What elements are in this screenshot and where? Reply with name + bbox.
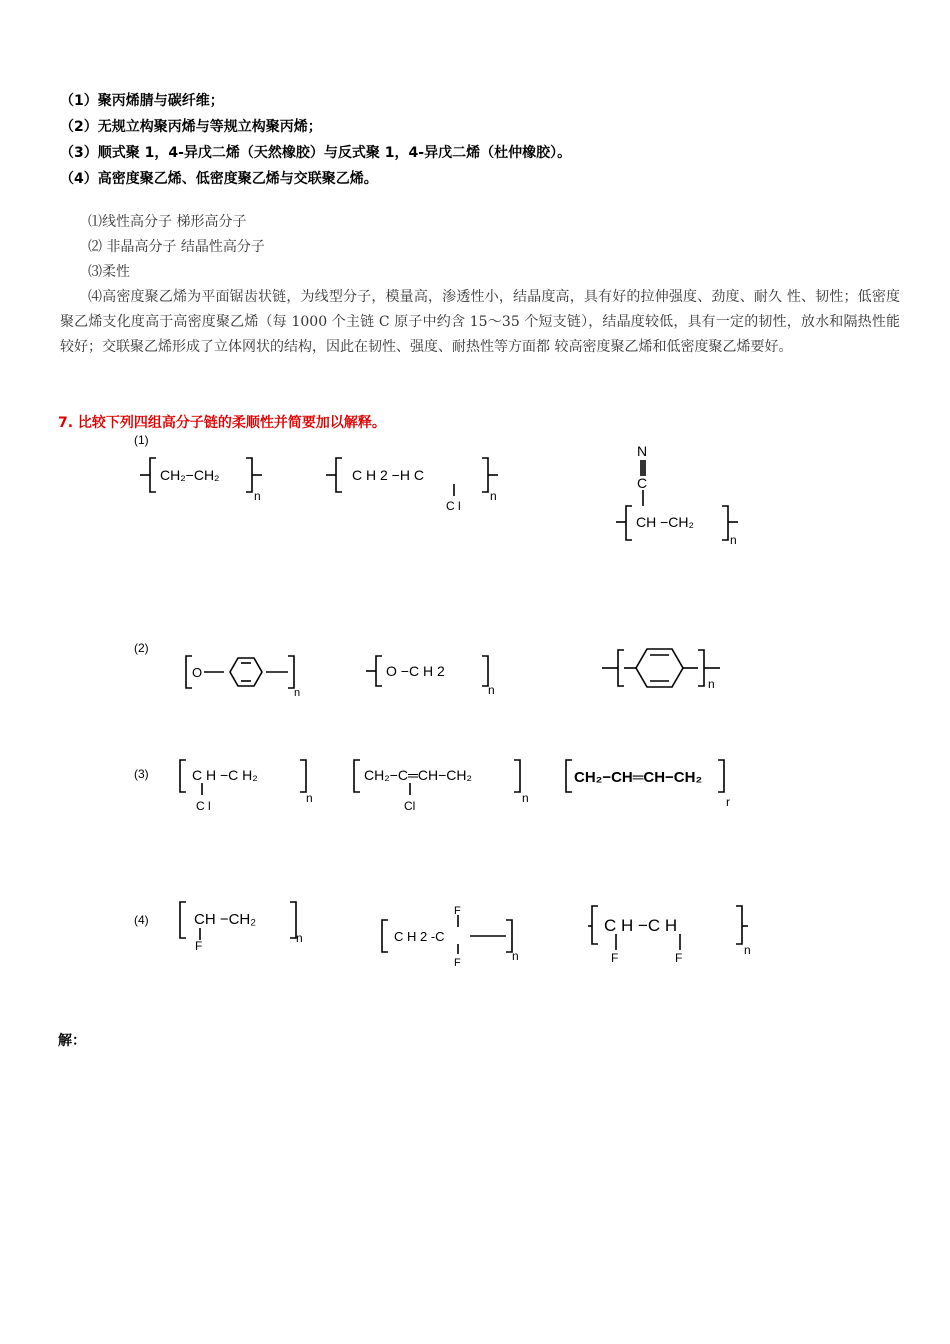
- structure-3a-cl: C l: [196, 799, 211, 813]
- answer-line-1: ⑴线性高分子 梯形高分子: [88, 214, 247, 230]
- structure-1c-c-atom: C: [637, 475, 648, 491]
- question-item-4: （4）高密度聚乙烯、低密度聚乙烯与交联聚乙烯。: [60, 171, 378, 187]
- structure-4b-f-bottom: F: [454, 957, 461, 969]
- structure-1c-main: CH −CH₂: [636, 514, 694, 530]
- structure-1b-cl: C l: [446, 499, 461, 513]
- structure-4b-f-top: F: [454, 905, 461, 917]
- structure-4b-n: n: [512, 949, 519, 963]
- structure-4a-f: F: [195, 939, 203, 953]
- structure-3b-main: CH₂−C═CH−CH₂: [364, 767, 472, 783]
- structure-1b-main: C H 2 −H C: [352, 467, 424, 483]
- structure-1c-n-atom: N: [637, 443, 648, 459]
- structure-4c-f1: F: [611, 951, 619, 965]
- structure-4c-f2: F: [675, 951, 683, 965]
- structure-1a-n: n: [254, 489, 261, 503]
- group-1-label: (1): [134, 433, 149, 447]
- question-item-1: （1）聚丙烯腈与碳纤维；: [60, 93, 224, 109]
- structure-4c-main: C H −C H: [604, 916, 678, 935]
- structure-3b-n: n: [522, 791, 529, 805]
- structure-3a-main: C H −C H₂: [192, 767, 258, 783]
- structure-1a-main: CH₂−CH₂: [160, 467, 220, 483]
- answer-line-3: ⑶柔性: [88, 264, 130, 280]
- question-7-title: 7. 比较下列四组高分子链的柔顺性并简要加以解释。: [58, 415, 386, 431]
- group-2-label: (2): [134, 641, 149, 655]
- group-3-label: (3): [134, 767, 149, 781]
- structure-1c-n: n: [730, 533, 737, 547]
- structure-2a-n: n: [294, 687, 301, 699]
- structure-1b-n: n: [490, 489, 497, 503]
- structure-3a-n: n: [306, 791, 313, 805]
- structure-3c-main: CH₂−CH═CH−CH₂: [574, 769, 703, 786]
- structure-3b-cl: Cl: [404, 799, 416, 813]
- polymer-structures-figure: [120, 430, 780, 990]
- structure-2b-main: O −C H 2: [386, 663, 445, 679]
- question-item-2: （2）无规立构聚丙烯与等规立构聚丙烯；: [60, 119, 322, 135]
- structure-2c-n: n: [708, 677, 715, 691]
- question-item-3: （3）顺式聚 1，4-异戊二烯（天然橡胶）与反式聚 1，4-异戊二烯（杜仲橡胶）。: [60, 145, 572, 161]
- answer-line-2: ⑵ 非晶高分子 结晶性高分子: [88, 239, 265, 255]
- structure-4c-n: n: [744, 943, 751, 957]
- group-4-label: (4): [134, 913, 149, 927]
- solution-label: 解：: [58, 1033, 86, 1049]
- structure-2a-o: O: [192, 665, 203, 680]
- structure-4a-n: n: [296, 931, 303, 945]
- structure-3c-n: r: [726, 795, 730, 809]
- structure-2b-n: n: [488, 683, 495, 697]
- structure-4a-main: CH −CH₂: [194, 911, 257, 928]
- structure-4b-main: C H 2 -C: [394, 929, 445, 944]
- answer-paragraph: ⑷高密度聚乙烯为平面锯齿状链，为线型分子，模量高，渗透性小，结晶度高，具有好的拉伸强度、劲度、耐久 性、韧性；低密度聚乙烯支化度高于高密度聚乙烯（每 1000 个主链 C 原子中约含 15～35 个短支链），结晶度较低，具有一定的韧性，放水和隔热性能较好；交联聚乙烯形成了立体网状的结构，因此在韧性、强度、耐热性等方面都 较高密度聚乙烯和低密度聚乙烯要好。: [60, 289, 900, 355]
